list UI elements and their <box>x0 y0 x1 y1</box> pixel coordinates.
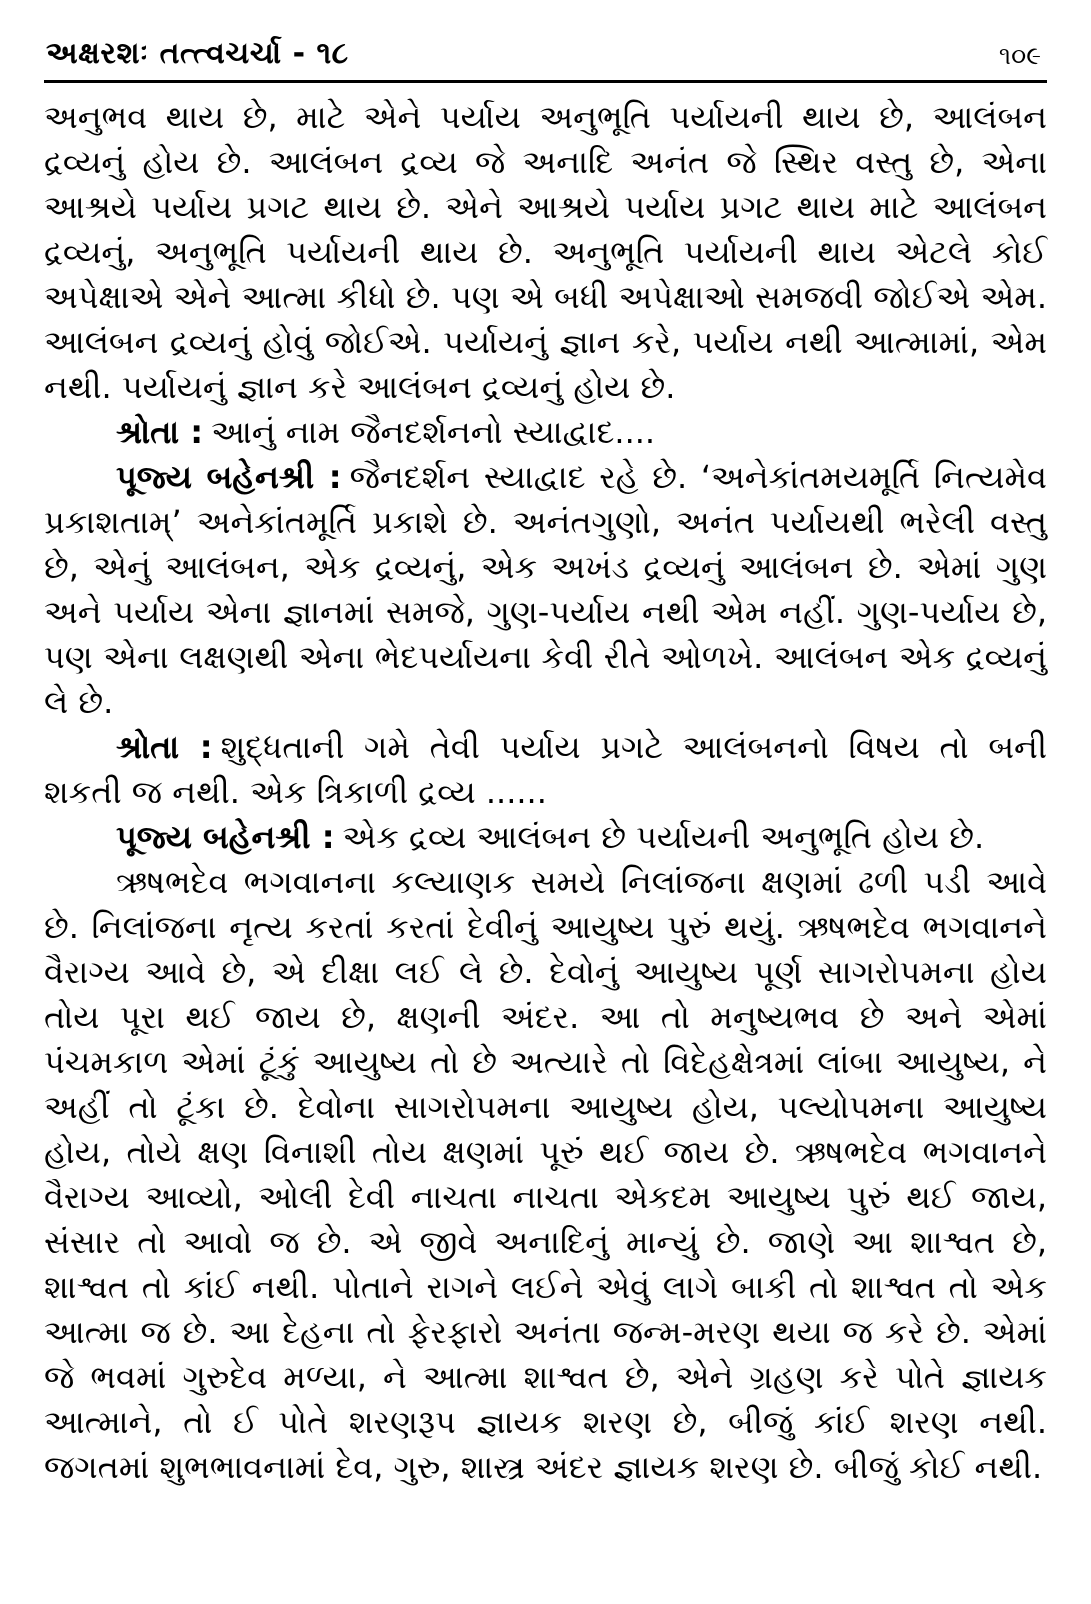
speaker-label: પૂજ્ય બહેનશ્રી : <box>116 818 335 856</box>
paragraph-text: એક દ્રવ્ય આલંબન છે પર્યાયની અનુભૂતિ હોય છે. <box>342 818 985 856</box>
paragraph-text: ઋષભદેવ ભગવાનના કલ્યાણક સમયે નિલાંજના ક્ષણમાં ઢળી પડી આવે છે. નિલાંજના નૃત્ય કરતાં કરતાં દેવીનું આયુષ્ય પુરું થયું. ઋષભદેવ ભગવાનને વૈરાગ્ય આવે છે, એ દીક્ષા લઈ લે છે. દેવોનું આયુષ્ય પૂર્ણ સાગરોપમના હોય તોય પૂરા થઈ જાય છે, ક્ષણની અંદર. આ તો મનુષ્યભવ છે અને એમાં પંચમકાળ એમાં ટૂંકું આયુષ્ય તો છે અત્યારે તો વિદેહક્ષેત્રમાં લાંબા આયુષ્ય, ને અહીં તો ટૂંકા છે. દેવોના સાગરોપમના આયુષ્ય હોય, પલ્યોપમના આયુષ્ય હોય, તોયે ક્ષણ વિનાશી તોય ક્ષણમાં પૂરું થઈ જાય છે. ઋષભદેવ ભગવાનને વૈરાગ્ય આવ્યો, ઓલી દેવી નાચતા નાચતા એકદમ આયુષ્ય પુરું થઈ જાય, સંસાર તો આવો જ છે. એ જીવે અનાદિનું માન્યું છે. જાણે આ શાશ્વત છે, શાશ્વત તો કાંઈ નથી. પોતાને રાગને લઈને એવું લાગે બાકી તો શાશ્વત તો એક આત્મા જ છે. આ દેહના તો ફેરફારો અનંતા જન્મ-મરણ થયા જ કરે છે. એમાં જે ભવમાં ગુરુદેવ મળ્યા, ને આત્મા શાશ્વત છે, એને ગ્રહણ કરે પોતે જ્ઞાયક આત્માને, તો ઈ પોતે શરણરૂપ જ્ઞાયક શરણ છે, બીજું કાંઈ શરણ નથી. જગતમાં શુભભાવનામાં દેવ, ગુરુ, શાસ્ત્ર અંદર જ્ઞાયક શરણ છે. બીજું કોઈ નથી. <box>44 863 1047 1486</box>
body-text <box>0 83 1091 1490</box>
page-header <box>0 0 1091 71</box>
paragraph <box>44 860 1047 1490</box>
page-title: અક્ષરશઃ તત્ત્વચર્ચા - ૧૮ <box>46 36 349 71</box>
paragraph <box>44 725 1047 815</box>
paragraph <box>44 410 1047 455</box>
paragraph-text: અનુભવ થાય છે, માટે એને પર્યાય અનુભૂતિ પર્યાયની થાય છે, આલંબન દ્રવ્યનું હોય છે. આલંબન દ્રવ્ય જે અનાદિ અનંત જે સ્થિર વસ્તુ છે, એના આશ્રયે પર્યાય પ્રગટ થાય છે. એને આશ્રયે પર્યાય પ્રગટ થાય માટે આલંબન દ્રવ્યનું, અનુભૂતિ પર્યાયની થાય છે. અનુભૂતિ પર્યાયની થાય એટલે કોઈ અપેક્ષાએ એને આત્મા કીધો છે. પણ એ બધી અપેક્ષાઓ સમજવી જોઈએ એમ. આલંબન દ્રવ્યનું હોવું જોઈએ. પર્યાયનું જ્ઞાન કરે, પર્યાય નથી આત્મામાં, એમ નથી. પર્યાયનું જ્ઞાન કરે આલંબન દ્રવ્યનું હોય છે. <box>44 98 1047 406</box>
paragraph <box>44 815 1047 860</box>
speaker-label: પૂજ્ય બહેનશ્રી : <box>116 458 342 496</box>
page-number: ૧૦૯ <box>998 41 1041 70</box>
paragraph-text: શુદ્ધતાની ગમે તેવી પર્યાય પ્રગટે આલંબનનો વિષય તો બની શકતી જ નથી. એક ત્રિકાળી દ્રવ્ય ...... <box>44 728 1048 811</box>
paragraph <box>44 455 1047 725</box>
speaker-label: શ્રોતા : <box>116 728 213 766</box>
speaker-label: શ્રોતા : <box>116 413 204 451</box>
paragraph-text: આનું નામ જૈનદર્શનનો સ્યાદ્વાદ.... <box>211 413 656 451</box>
paragraph-text: જૈનદર્શન સ્યાદ્વાદ રહે છે. ‘અનેકાંતમયમૂર્તિ નિત્યમેવ પ્રકાશતામ્’ અનેકાંતમૂર્તિ પ્રકાશે છે. અનંતગુણો, અનંત પર્યાયથી ભરેલી વસ્તુ છે, એનું આલંબન, એક દ્રવ્યનું, એક અખંડ દ્રવ્યનું આલંબન છે. એમાં ગુણ અને પર્યાય એના જ્ઞાનમાં સમજે, ગુણ-પર્યાય નથી એમ નહીં. ગુણ-પર્યાય છે, પણ એના લક્ષણથી એના ભેદપર્યાયના કેવી રીતે ઓળખે. આલંબન એક દ્રવ્યનું લે છે. <box>44 458 1047 721</box>
paragraph <box>44 95 1047 410</box>
